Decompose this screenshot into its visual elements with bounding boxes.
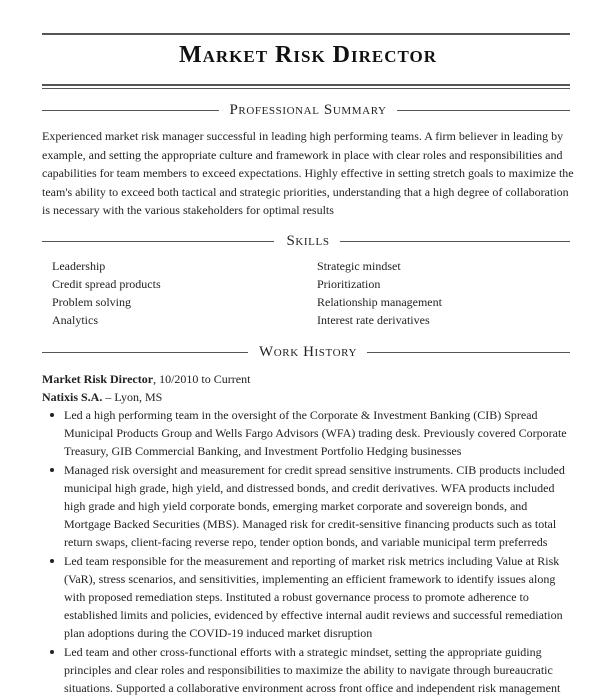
work-heading-rule-right [366, 352, 570, 353]
skill-item: Analytics [52, 313, 98, 327]
job-company-line [42, 388, 574, 406]
title-rule-thick [42, 84, 570, 86]
job-location: – Lyon, MS [102, 390, 163, 404]
summary-text: Experienced market risk manager successful in leading high performing teams. A firm believer in leading by example, and setting the appropriate culture and framework in place with clear roles and responsibilities and capabilities for team members to exceed expectations. Highly effective in setting stretch goals to maximize the team's ability to exceed both tactical and strategic priorities, understanding that a high degree of collaboration is necessary with the various stakeholders for optimal results [42, 129, 574, 218]
job-dates: , 10/2010 to Current [153, 372, 251, 386]
summary-heading-rule-left [42, 110, 220, 111]
skills-heading-rule-left [42, 241, 274, 242]
work-heading-row [0, 343, 616, 361]
skills-heading-row [0, 232, 616, 250]
job-title-line [42, 370, 574, 388]
bullet-text: Led a high performing team in the oversight of the Corporate & Investment Banking (CIB) Spread Municipal Products Group and Wells Fargo Advisors (WFA) trading desk. Previously covered Corporate Treasury, GIB Commercial Banking, and Investment Portfolio Hedging businesses [64, 408, 567, 459]
job-bullets [42, 406, 574, 697]
skills-heading: Skills [276, 233, 339, 250]
work-heading: Work History [249, 344, 367, 361]
bullet-dot-icon [50, 559, 54, 563]
summary-heading-rule-right [392, 110, 570, 111]
top-rule-thick [42, 33, 570, 35]
skill-item: Problem solving [52, 295, 132, 309]
title-rule-thin [42, 88, 570, 89]
skill-item: Prioritization [317, 277, 381, 291]
bullet-text: Led team and other cross-functional efforts with a strategic mindset, setting the appropriate guiding principles and clear roles and responsibilities to maximize the ability to navigate through bureaucratic situations. Supported a collaborative environment across front office and independent risk management [64, 644, 561, 696]
list-item [42, 552, 574, 643]
bullet-dot-icon [50, 650, 54, 654]
bullet-text: Led team responsible for the measurement and reporting of market risk metrics including Value at Risk (VaR), stress scenarios, and sensitivities, implementing an efficient framework to identify issues along with proposed remediation steps. Instituted a robust governance process to promote adherence to established limits and policies, evidenced by effective internal audit reviews and successful remediation plan adoptions during the COVID-19 induced market disruption [64, 553, 563, 641]
summary-heading-row [0, 101, 616, 119]
list-item [42, 406, 574, 461]
skill-item: Credit spread products [52, 277, 161, 291]
skill-item: Interest rate derivatives [317, 313, 430, 327]
job-title: Market Risk Director [42, 372, 154, 386]
bullet-dot-icon [50, 413, 54, 417]
work-heading-rule-left [42, 352, 248, 353]
work-history [42, 370, 574, 697]
skill-item: Relationship management [317, 295, 442, 309]
skills-heading-rule-right [340, 241, 570, 242]
skill-item: Leadership [52, 259, 106, 273]
bullet-text: Managed risk oversight and measurement for credit spread sensitive instruments. CIB products included municipal high grade, high yield, and distressed bonds, and credit derivatives. WFA products included high grade and high yield corporate bonds, emerging market corporate and sovereign bonds, and Mortgage Backed Securities (MBS). Managed risk for credit-sensitive financing products such as total return swaps, client-facing reverse repo, tender option bonds, and variable municipal term preferreds [64, 462, 565, 550]
bullet-dot-icon [50, 468, 54, 472]
summary-heading: Professional Summary [219, 102, 396, 119]
list-item [42, 643, 574, 698]
page-title: Market Risk Director [178, 42, 438, 68]
job-company: Natixis S.A. [42, 390, 103, 404]
list-item [42, 461, 574, 552]
skill-item: Strategic mindset [317, 259, 401, 273]
